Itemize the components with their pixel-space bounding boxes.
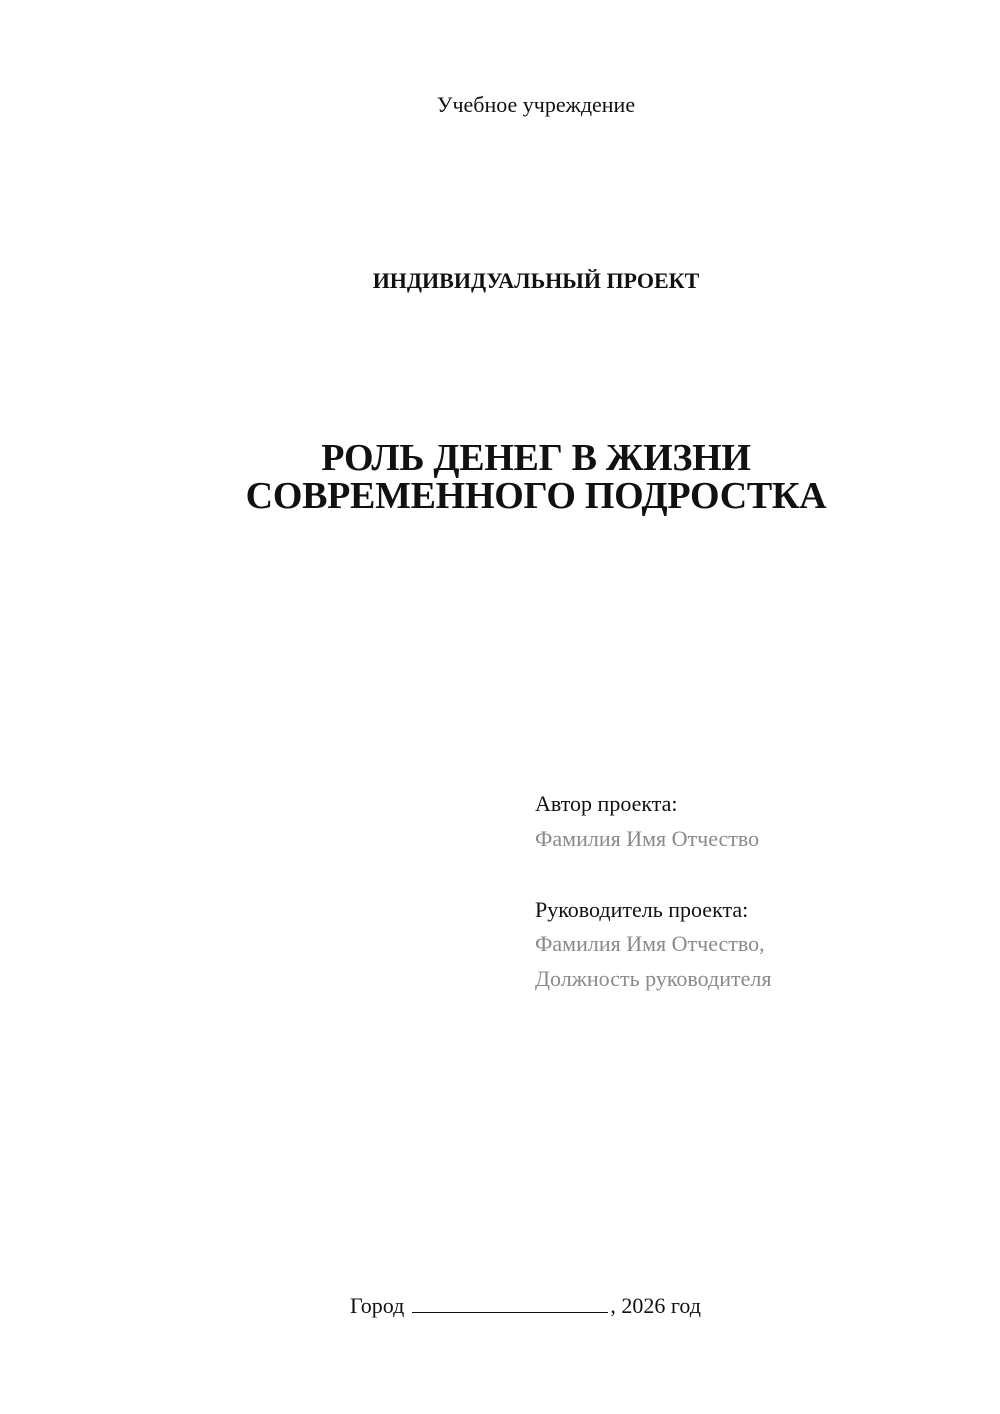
city-label: Город — [350, 1293, 405, 1318]
author-name-placeholder: Фамилия Имя Отчество — [535, 826, 760, 851]
supervisor-position-placeholder: Должность руководителя — [535, 966, 772, 991]
institution-name: Учебное учреждение — [436, 92, 636, 117]
project-title-line-1: РОЛЬ ДЕНЕГ В ЖИЗНИ — [321, 437, 751, 479]
supervisor-label: Руководитель проекта: — [535, 897, 749, 922]
project-type-heading: ИНДИВИДУАЛЬНЫЙ ПРОЕКТ — [372, 268, 700, 293]
city-blank-line — [412, 1292, 608, 1313]
project-title-line-2: СОВРЕМЕННОГО ПОДРОСТКА — [245, 475, 827, 517]
year-text: , 2026 год — [610, 1293, 701, 1318]
author-label: Автор проекта: — [535, 791, 678, 816]
footer-city-year — [350, 1292, 701, 1319]
supervisor-name-placeholder: Фамилия Имя Отчество, — [535, 931, 765, 956]
